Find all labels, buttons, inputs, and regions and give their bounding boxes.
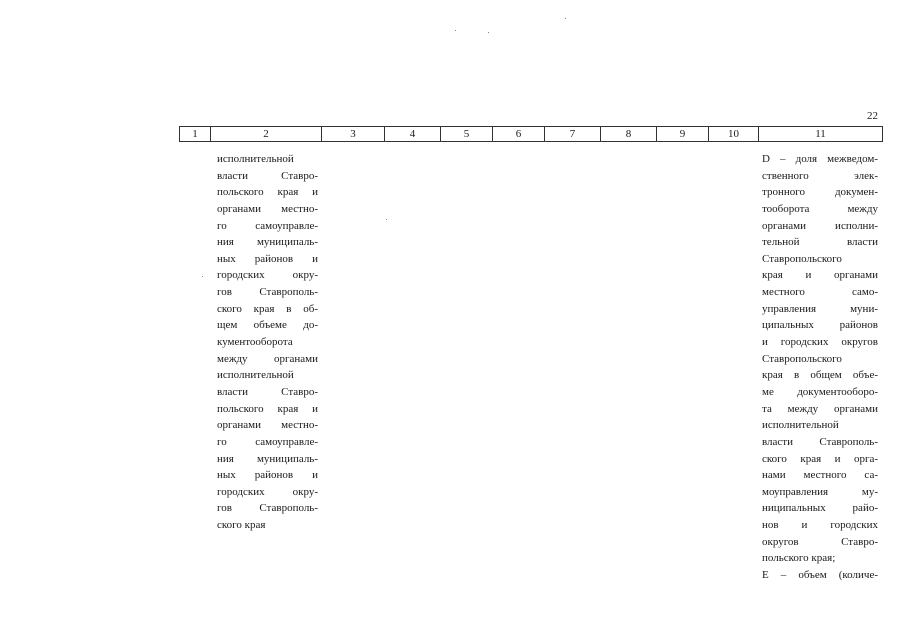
scan-speck xyxy=(565,18,566,19)
header-cell-8: 8 xyxy=(600,127,656,141)
text-line: ского края xyxy=(217,519,266,532)
text-line: ственного элек- xyxy=(762,169,878,182)
text-line: ниципальных райо- xyxy=(762,502,878,515)
header-cell-1: 1 xyxy=(179,127,210,141)
text-line: го самоуправле- xyxy=(217,219,318,232)
text-line: нов и городских xyxy=(762,519,878,532)
text-line: E – объем (количе- xyxy=(762,569,878,582)
header-cell-7: 7 xyxy=(544,127,600,141)
scan-speck xyxy=(386,219,387,220)
text-line: щем объеме до- xyxy=(217,319,318,332)
text-line: власти Ставро- xyxy=(217,385,318,398)
text-line: тельной власти xyxy=(762,236,878,249)
column-11-text xyxy=(762,151,878,584)
text-line: края в общем объе- xyxy=(762,369,878,382)
text-line: ных районов и xyxy=(217,252,318,265)
text-line: между органами xyxy=(217,352,318,365)
text-line: городских окру- xyxy=(217,269,318,282)
text-line: польского края; xyxy=(762,552,836,565)
text-line: управления муни- xyxy=(762,302,878,315)
text-line: ме документооборо- xyxy=(762,385,878,398)
table-header-row xyxy=(179,126,883,142)
header-cell-11: 11 xyxy=(758,127,883,141)
page-number: 22 xyxy=(867,110,878,122)
header-cell-5: 5 xyxy=(440,127,492,141)
text-line: ского края и орга- xyxy=(762,452,878,465)
text-line: го самоуправле- xyxy=(217,435,318,448)
text-line: ния муниципаль- xyxy=(217,236,318,249)
text-line: нами местного са- xyxy=(762,469,878,482)
text-line: гов Ставрополь- xyxy=(217,502,318,515)
text-line: органами исполни- xyxy=(762,219,878,232)
header-cell-2: 2 xyxy=(210,127,321,141)
header-cell-6: 6 xyxy=(492,127,544,141)
text-line: гов Ставрополь- xyxy=(217,286,318,299)
header-cell-3: 3 xyxy=(321,127,384,141)
text-line: Ставропольского xyxy=(762,352,842,365)
text-line: моуправления му- xyxy=(762,485,878,498)
text-line: края и органами xyxy=(762,269,878,282)
text-line: власти Ставро- xyxy=(217,169,318,182)
text-line: ных районов и xyxy=(217,469,318,482)
text-line: исполнительной xyxy=(217,153,294,165)
text-line: власти Ставрополь- xyxy=(762,435,878,448)
text-line: тооборота между xyxy=(762,202,878,215)
text-line: ния муниципаль- xyxy=(217,452,318,465)
text-line: округов Ставро- xyxy=(762,535,878,548)
scan-speck xyxy=(488,32,489,33)
text-line: органами местно- xyxy=(217,419,318,432)
text-line: тронного докумен- xyxy=(762,186,878,199)
text-line: польского края и xyxy=(217,402,318,415)
header-cell-10: 10 xyxy=(708,127,758,141)
text-line: польского края и xyxy=(217,186,318,199)
header-cell-4: 4 xyxy=(384,127,440,141)
column-2-text xyxy=(217,151,318,534)
text-line: ципальных районов xyxy=(762,319,878,332)
scan-speck xyxy=(455,30,456,31)
text-line: органами местно- xyxy=(217,202,318,215)
header-cell-9: 9 xyxy=(656,127,708,141)
text-line: исполнительной xyxy=(217,369,294,382)
text-line: местного само- xyxy=(762,286,878,299)
text-line: и городских округов xyxy=(762,336,878,349)
text-line: кументооборота xyxy=(217,336,293,349)
text-line: исполнительной xyxy=(762,419,839,432)
text-line: D – доля межведом- xyxy=(762,153,878,165)
scan-speck xyxy=(202,276,203,277)
text-line: городских окру- xyxy=(217,485,318,498)
text-line: та между органами xyxy=(762,402,878,415)
text-line: Ставропольского xyxy=(762,252,842,265)
text-line: ского края в об- xyxy=(217,302,318,315)
